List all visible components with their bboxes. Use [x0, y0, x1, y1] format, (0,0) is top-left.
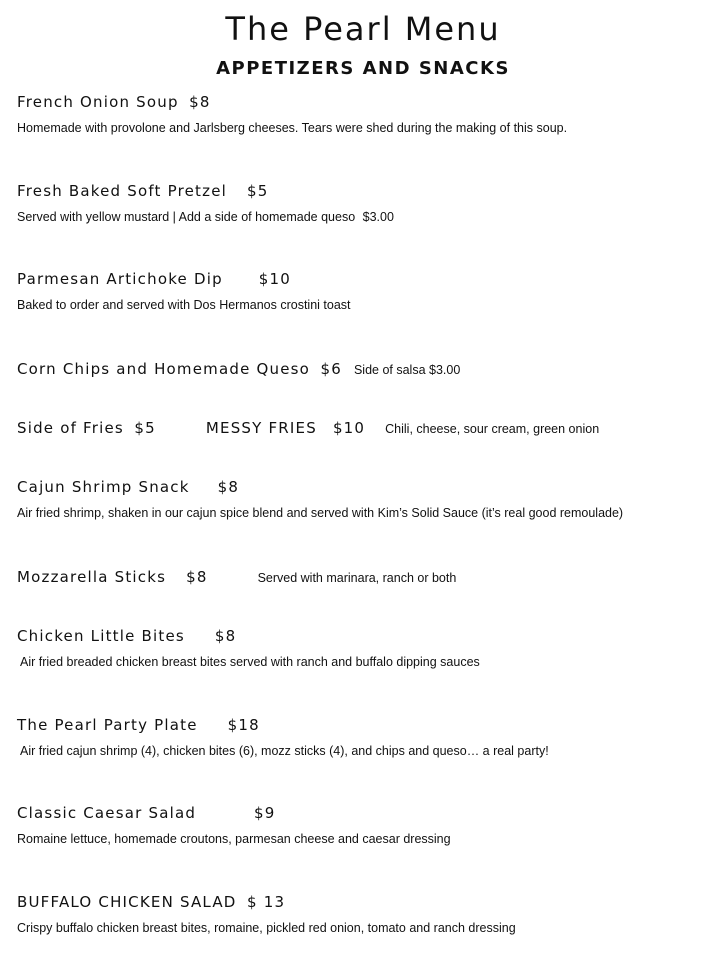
menu-item-description: Air fried cajun shrimp (4), chicken bites (6), mozz sticks (4), and chips and queso… a real party! — [20, 744, 549, 758]
menu-item-price: $8 — [189, 93, 211, 111]
menu-item-mozzarella-sticks — [17, 566, 717, 588]
menu-item-name: BUFFALO CHICKEN SALAD — [17, 893, 237, 911]
section-heading: APPETIZERS AND SNACKS — [216, 58, 510, 79]
menu-item-caesar-salad — [17, 802, 717, 846]
menu-item-name: Classic Caesar Salad — [17, 804, 197, 822]
menu-item-corn-chips-queso — [17, 358, 717, 380]
menu-item-name: French Onion Soup — [17, 93, 179, 111]
menu-item-header — [17, 417, 717, 439]
menu-item-description: Chili, cheese, sour cream, green onion — [385, 422, 600, 436]
menu-item-header — [17, 625, 717, 647]
menu-item-cajun-shrimp — [17, 476, 717, 520]
menu-item-description: Romaine lettuce, homemade croutons, parmesan cheese and caesar dressing — [17, 832, 451, 846]
menu-item-name: Chicken Little Bites — [17, 627, 185, 645]
menu-item-name: Side of Fries — [17, 419, 124, 437]
menu-item-price: $8 — [217, 478, 240, 496]
menu-item-price: $6 — [320, 360, 342, 378]
menu-item-description: Baked to order and served with Dos Hermanos crostini toast — [17, 298, 351, 312]
menu-item-description: Crispy buffalo chicken breast bites, romaine, pickled red onion, tomato and ranch dressing — [17, 921, 516, 935]
menu-item-price: $8 — [214, 627, 237, 645]
menu-item-description: Air fried shrimp, shaken in our cajun spice blend and served with Kim’s Solid Sauce (it’s real good remoulade) — [17, 506, 624, 520]
menu-item-description: Side of salsa $3.00 — [353, 363, 461, 377]
menu-item-party-plate — [17, 714, 717, 758]
add-on-price: $3.00 — [362, 210, 394, 224]
menu-item-price: $ 13 — [247, 893, 286, 911]
menu-item-header — [17, 91, 717, 113]
menu-item-header — [17, 268, 717, 290]
menu-item-header — [17, 566, 717, 588]
menu-item-price-messy-fries: $10 — [332, 419, 366, 437]
menu-item-price: $8 — [186, 568, 208, 586]
menu-item-name: Fresh Baked Soft Pretzel — [17, 182, 228, 200]
menu-item-chicken-little-bites — [17, 625, 717, 669]
menu-item-price: $5 — [134, 419, 156, 437]
menu-item-fries — [17, 417, 717, 439]
menu-item-name: Parmesan Artichoke Dip — [17, 270, 223, 288]
menu-item-name: The Pearl Party Plate — [17, 716, 198, 734]
menu-item-description — [17, 210, 717, 224]
menu-item-header — [17, 358, 717, 380]
menu-item-description: Air fried breaded chicken breast bites served with ranch and buffalo dipping sauces — [20, 655, 480, 669]
menu-item-description: Homemade with provolone and Jarlsberg cheeses. Tears were shed during the making of this soup. — [17, 121, 568, 135]
menu-item-name: Mozzarella Sticks — [17, 568, 167, 586]
menu-item-artichoke-dip — [17, 268, 717, 312]
menu-item-price: $18 — [227, 716, 260, 734]
menu-item-price: $5 — [246, 182, 269, 200]
menu-item-name-messy-fries: MESSY FRIES — [205, 419, 317, 437]
menu-item-buffalo-chicken-salad — [17, 891, 717, 935]
menu-item-description: Served with marinara, ranch or both — [257, 571, 457, 585]
menu-item-header — [17, 714, 717, 736]
menu-item-header — [17, 802, 717, 824]
menu-item-price: $10 — [258, 270, 291, 288]
menu-item-price: $9 — [254, 804, 276, 822]
menu-item-header — [17, 891, 717, 913]
menu-item-french-onion-soup — [17, 91, 717, 135]
menu-item-description-text: Served with yellow mustard | Add a side of homemade queso — [17, 210, 356, 224]
menu-title: The Pearl Menu — [225, 10, 501, 48]
menu-item-name: Corn Chips and Homemade Queso — [17, 360, 311, 378]
menu-item-name: Cajun Shrimp Snack — [17, 478, 190, 496]
menu-item-header — [17, 476, 717, 498]
menu-item-header — [17, 180, 717, 202]
menu-item-soft-pretzel — [17, 180, 717, 224]
